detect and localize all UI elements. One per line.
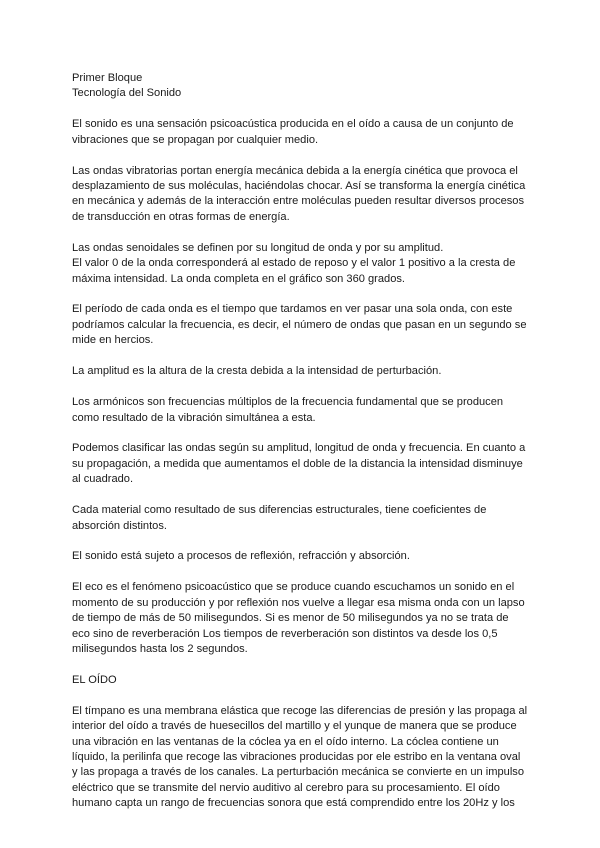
paragraph-line: La amplitud es la altura de la cresta debida a la intensidad de perturbación.	[72, 365, 442, 378]
paragraph-line: humano capta un rango de frecuencias sonora que está comprendido entre los 20Hz y los	[72, 797, 515, 810]
paragraph-line: vibraciones que se propagan por cualquier medio.	[72, 133, 319, 146]
paragraph-line: momento de su producción y por reflexión nos vuelve a llegar esa misma onda con un lapso	[72, 596, 525, 609]
topic-title: Tecnología del Sonido	[72, 87, 182, 100]
paragraph-line: de transducción en otras formas de energía.	[72, 210, 290, 223]
paragraph-echo	[72, 580, 528, 657]
paragraph-line: milisegundos hasta los 2 segundos.	[72, 642, 248, 655]
paragraph-line: y las propaga a través de los canales. La perturbación mecánica se convierte en un impulso	[72, 766, 525, 779]
paragraph-line: una vibración en las ventanas de la cóclea ya en el oído interno. La cóclea contiene un	[72, 735, 499, 748]
paragraph-line: su propagación, a medida que aumentamos el doble de la distancia la intensidad disminuye	[72, 457, 523, 470]
paragraph-line: desplazamiento de sus moléculas, haciéndolas chocar. Así se transforma la energía cinética	[72, 180, 526, 193]
paragraph-line: El sonido está sujeto a procesos de reflexión, refracción y absorción.	[72, 550, 410, 563]
paragraph-line: como resultado de la vibración simultánea a esta.	[72, 411, 316, 424]
paragraph-eardrum	[72, 704, 528, 812]
paragraph-line: Los armónicos son frecuencias múltiplos de la frecuencia fundamental que se producen	[72, 396, 504, 409]
paragraph-wave-period	[72, 302, 528, 348]
paragraph-line: en mecánica y además de la interacción entre moléculas pueden resultar diversos procesos	[72, 195, 525, 208]
paragraph-line: El período de cada onda es el tiempo que tardamos en ver pasar una sola onda, con este	[72, 303, 513, 316]
document-header	[72, 71, 528, 102]
document-page	[72, 71, 528, 827]
paragraph-line: El valor 0 de la onda corresponderá al estado de reposo y el valor 1 positivo a la cresta de	[72, 257, 516, 270]
block-title: Primer Bloque	[72, 72, 143, 84]
paragraph-line: Las ondas senoidales se definen por su longitud de onda y por su amplitud.	[72, 241, 444, 254]
paragraph-line: eléctrico que se transmite del nervio auditivo al cerebro para su procesamiento. El oído	[72, 781, 500, 794]
paragraph-line: máxima intensidad. La onda completa en el gráfico son 360 grados.	[72, 272, 406, 285]
section-heading-ear: EL OÍDO	[72, 673, 117, 686]
paragraph-line: Las ondas vibratorias portan energía mecánica debida a la energía cinética que provoca el	[72, 164, 518, 177]
paragraph-line: El sonido es una sensación psicoacústica producida en el oído a causa de un conjunto de	[72, 118, 514, 131]
paragraph-harmonics	[72, 395, 528, 426]
paragraph-vibratory-waves	[72, 164, 528, 226]
paragraph-line: podríamos calcular la frecuencia, es decir, el número de ondas que pasan en un segundo se	[72, 318, 527, 331]
paragraph-line: Podemos clasificar las ondas según su amplitud, longitud de onda y frecuencia. En cuanto a	[72, 442, 526, 455]
paragraph-line: absorción distintos.	[72, 519, 167, 532]
paragraph-line: interior del oído a través de huesecillos del martillo y el yunque de manera que se produce	[72, 720, 517, 733]
paragraph-processes	[72, 549, 528, 564]
paragraph-line: de tiempo de más de 50 milisegundos. Si es menor de 50 milisegundos ya no se trata de	[72, 612, 509, 625]
paragraph-absorption	[72, 503, 528, 534]
paragraph-line: Cada material como resultado de sus diferencias estructurales, tiene coeficientes de	[72, 504, 487, 517]
paragraph-line: El eco es el fenómeno psicoacústico que se produce cuando escuchamos un sonido en el	[72, 581, 515, 594]
paragraph-wave-classification	[72, 441, 528, 487]
paragraph-sine-waves	[72, 241, 528, 287]
paragraph-line: El tímpano es una membrana elástica que recoge las diferencias de presión y las propaga al	[72, 704, 528, 717]
paragraph-line: eco sino de reverberación Los tiempos de reverberación son distintos va desde los 0,5	[72, 627, 498, 640]
paragraph-line: al cuadrado.	[72, 473, 134, 486]
paragraph-sound-definition	[72, 117, 528, 148]
paragraph-amplitude	[72, 364, 528, 379]
paragraph-line: líquido, la perilinfa que recoge las vibraciones producidas por ele estribo en la ventana oval	[72, 751, 521, 763]
paragraph-line: mide en hercios.	[72, 334, 154, 347]
